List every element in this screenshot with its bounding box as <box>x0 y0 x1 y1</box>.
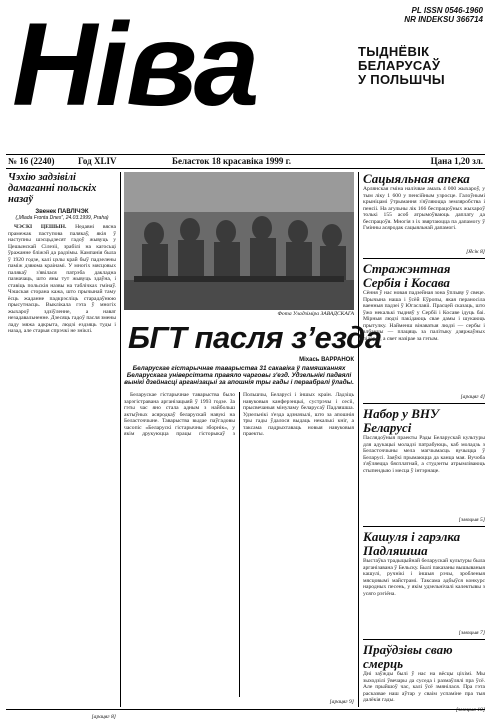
sidebar-body: Сёння ў нас новая падзейная зона ўплыву ў свеце. Прычына наша і ўсёй Еўропы, якая пераносіла ваенныя падзеі ў Югаславіі. Прасцей сказаць, што ўжо некалькі тыдняў у Сербіі і Косаве ідуць баі. Мірныя людзі пакідаюць свае дамы і шукаюць прытулку. Найменш вінаватыя людзі — сербы і албанцы — плацяць за палітыку дзяржаўных лідэраў, а свет назірае за гэтым. <box>363 290 485 342</box>
issue-number: № 16 (2240) <box>8 156 55 166</box>
date: Беласток 18 красавіка 1999 г. <box>172 156 292 166</box>
center-body-text: Беларускае гістарычнае таварыства было зарэгістравана арганізацыяй ў 1993 годзе. За гэты час яно стала адным з найбольш актыўных асяродкаў беларускай навукі на Беласточчыне. Таварыства выдае паўгадовы часопіс «Беларускі гістарычны зборнік», у якім друкуюцца працы гісторыкаў з Польшчы, Беларусі і іншых краін. Ладзіць навуковыя канферэнцыі, сустрэчы і сесіі, прысвечаныя мінуламу беларусаў Падляшша. Удзельнікі з'езда адзначылі, што за апошнія тры гады ўдалося выдаць некалькі кніг, а таксама падрыхтаваць новыя навуковыя праекты. <box>124 392 354 437</box>
sidebar-story <box>363 262 485 394</box>
sidebar-continued: [арацяг 4] <box>460 394 485 400</box>
sidebar-continued: [Ясік 8] <box>466 249 485 255</box>
sidebar-continued: [эмоцыя 7] <box>458 630 485 636</box>
issn-block <box>404 6 483 24</box>
sidebar-body: Дні заўжды былі ў нас на вёсцы ціхімі. Мы зыходзілі ўвечары да суседа і размаўлялі пра ўсё. Але прыйшоў час, калі ўсё змянілася. Пра гэта расказвае наш аўтар у сваім успаміне пра тыя далёкія гады. <box>363 671 485 703</box>
photo-credit: Фота Уладзіміра ЗАВАДСКАГА <box>277 311 354 317</box>
sidebar-headline: Кашуля і гарэлка Падляшша <box>363 530 461 558</box>
issn-line: PL ISSN 0546-1960 <box>411 6 483 15</box>
left-continued: [арацяг 8] <box>91 714 116 720</box>
sidebar <box>363 172 485 713</box>
center-body <box>124 392 354 697</box>
price: Цана 1,20 зл. <box>430 156 483 166</box>
left-author: Звенек ПАВЛІЧЭК <box>35 209 89 215</box>
index-line: NR INDEKSU 366714 <box>404 15 483 24</box>
sidebar-headline: Праўдзівы сваю смерць <box>363 643 453 671</box>
sidebar-headline: Стражэнтная Сербія і Косава <box>363 262 451 290</box>
tagline <box>358 45 488 87</box>
bottom-rule <box>6 168 485 169</box>
sidebar-separator <box>363 639 485 640</box>
center-author: Міхась ВАРРАНОК <box>299 357 354 363</box>
article-photo <box>124 172 354 310</box>
sidebar-headline: Сацыяльная апека <box>363 172 470 186</box>
sidebar-separator <box>363 258 485 259</box>
tagline-line: У ПОЛЬШЧЫ <box>358 72 445 87</box>
center-continued: [арацяг 9] <box>329 699 354 705</box>
left-author-source: („Mlada Fronta Dnes”, 24.03.1999, Praha) <box>15 215 109 221</box>
year: Год XLIV <box>78 156 117 166</box>
footer-rule <box>6 709 485 710</box>
left-lead-label: ЧЭСКІ ЦЕШЫН. <box>14 224 67 230</box>
sidebar-body: Арлянская гміна налічвае амаль 4 000 жыхароў, у тым ліку 1 600 у пенсійным узросце. Галоўнымі крыніцамі ўтрымання з'яўляюцца земляробства і пенсіі. На агульны лік 166 беспрацоўных жыхароў толькі 155 асоб атрымоўваюць даплату да беспрацоўя. Многія з іх звяртаюцца па дапамогу ў Гмінны асяродак сацыяльнай дапамогі. <box>363 186 485 231</box>
tagline-line: БЕЛАРУСАЎ <box>358 58 441 73</box>
sidebar-body: Выстаўка традыцыйнай беларускай культуры была арганізавана ў Бельску. Былі паказаны вышываныя кашулі, ручнікі і іншыя рэчы, зробленыя мясцовымі майстрамі. Таксама адбыўся конкурс народных песень, у якім удзельнічалі калектывы з усяго рэгіёна. <box>363 558 485 597</box>
sidebar-story <box>363 530 485 630</box>
sidebar-separator <box>363 403 485 404</box>
column-divider <box>120 172 121 707</box>
sidebar-divider <box>358 172 359 707</box>
center-headline: БГТ пасля з’езда <box>128 320 382 355</box>
sidebar-story <box>363 172 485 249</box>
sidebar-continued: [эмоцыя 5] <box>458 517 485 523</box>
tagline-line: ТЫДНЁВІК <box>358 44 430 59</box>
sidebar-continued: [эмоцыя 10] <box>455 707 485 713</box>
sidebar-body: Паслядоўныя праекты Рады Беларускай культуры для адукацыі моладзі патрабуюць, каб моладзь з Беласточчыны мела магчымасць вучыцца ў Беларусі. Заяўкі прымаюцца да канца мая. Вучоба з'яўляецца бясплатнай, а студэнты атрымліваюць стыпендыю і месца ў інтэрнаце. <box>363 435 485 474</box>
left-headline: Чэхію задзівілі дамаганні польскіх назаў <box>8 172 97 205</box>
photo-illustration <box>124 172 354 310</box>
sidebar-story <box>363 643 485 707</box>
sidebar-story <box>363 407 485 517</box>
masthead-title: Ніва <box>12 0 258 131</box>
dateline <box>6 155 485 168</box>
center-lead: Беларускае гістарычнае таварыства 31 сакавіка ў памяшканнях Беларускага універсітэта правяло чарговы з'езд. Удзельнікі падвялі вынікі дзейнасці арганізацыі за апошнія тры гады і пераабралі ўлады. <box>124 365 354 387</box>
left-body-text: Недавні вясна прамежак паступова палякаў, якія ў наступны шэсцьдзесят гадоў жывуць у Цешынскай Сілезіі, зрабілі на кагосьці ўражанне бліжэй да радзімы. Кампанія была ў 1920 годзе, калі цэлы край быў падзелены памiж дзвюма краінамі. У многіх мясцовых палякаў з'явілася патрэба дакладна пазначаць, што яны тут жывуць здаўна, і ставіць польскія назвы на таблічках гмінаў. Чэшская сторана кажа, што прычынай таму ёсць жаданне падкрэсліць старадаўнюю прысутнасць. Выклікала гэта ў многіх жыхароў здзіўленне, а нават незадавальненне. Дзесяць гадоў пасля змены ладу мяжа адкрыта, людзі ездзяць туды і назад, але старыя спрэчкі не зніклі. <box>8 224 116 334</box>
left-body <box>8 224 116 714</box>
sidebar-headline: Набор у ВНУ Беларусі <box>363 407 440 435</box>
left-article <box>8 172 116 720</box>
sidebar-separator <box>363 526 485 527</box>
